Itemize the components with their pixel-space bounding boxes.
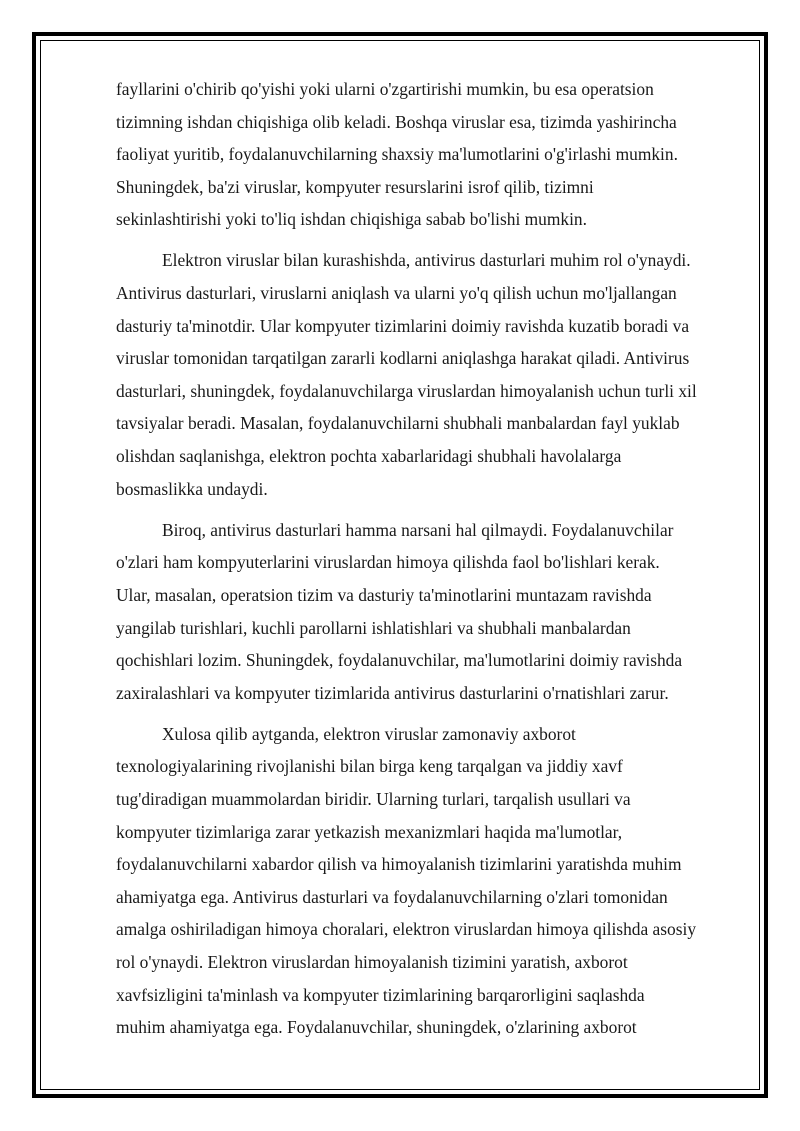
paragraph <box>116 244 746 505</box>
text-line: Ular, masalan, operatsion tizim va dasturiy ta'minotlarini muntazam ravishda <box>116 584 652 605</box>
text-line: rol o'ynaydi. Elektron viruslardan himoyalanish tizimini yaratish, axborot <box>116 951 628 972</box>
text-line: yangilab turishlari, kuchli parollarni ishlatishlari va shubhali manbalardan <box>116 617 631 638</box>
paragraph <box>116 718 746 1044</box>
text-line: sekinlashtirishi yoki to'liq ishdan chiqishiga sabab bo'lishi mumkin. <box>116 209 587 230</box>
text-line: muhim ahamiyatga ega. Foydalanuvchilar, shuningdek, o'zlarining axborot <box>116 1017 637 1038</box>
paragraph <box>116 514 746 710</box>
text-line: ahamiyatga ega. Antivirus dasturlari va foydalanuvchilarning o'zlari tomonidan <box>116 886 668 907</box>
text-line: tizimning ishdan chiqishiga olib keladi. Boshqa viruslar esa, tizimda yashirincha <box>116 111 677 132</box>
text-line: Antivirus dasturlari, viruslarni aniqlash va ularni yo'q qilish uchun mo'ljallangan <box>116 283 677 304</box>
text-line: o'zlari ham kompyuterlarini viruslardan himoya qilishda faol bo'lishlari kerak. <box>116 552 660 573</box>
text-line: bosmaslikka undaydi. <box>116 478 268 499</box>
text-line: dasturlari, shuningdek, foydalanuvchilarga viruslardan himoyalanish uchun turli xil <box>116 380 697 401</box>
text-line: faoliyat yuritib, foydalanuvchilarning shaxsiy ma'lumotlarini o'g'irlashi mumkin. <box>116 144 678 165</box>
text-line: tug'diradigan muammolardan biridir. Ularning turlari, tarqalish usullari va <box>116 788 631 809</box>
text-line: Xulosa qilib aytganda, elektron viruslar zamonaviy axborot <box>162 723 576 744</box>
text-line: Biroq, antivirus dasturlari hamma narsani hal qilmaydi. Foydalanuvchilar <box>162 519 674 540</box>
text-line: Elektron viruslar bilan kurashishda, antivirus dasturlari muhim rol o'ynaydi. <box>162 250 691 271</box>
text-line: texnologiyalarining rivojlanishi bilan birga keng tarqalgan va jiddiy xavf <box>116 756 623 777</box>
text-line: qochishlari lozim. Shuningdek, foydalanuvchilar, ma'lumotlarini doimiy ravishda <box>116 650 683 671</box>
text-line: amalga oshiriladigan himoya choralari, elektron viruslardan himoya qilishda asosiy <box>116 919 697 940</box>
document-body <box>116 73 746 1052</box>
text-line: kompyuter tizimlariga zarar yetkazish mexanizmlari haqida ma'lumotlar, <box>116 821 623 842</box>
text-line: dasturiy ta'minotdir. Ular kompyuter tizimlarini doimiy ravishda kuzatib boradi va <box>116 315 690 336</box>
text-line: viruslar tomonidan tarqatilgan zararli kodlarni aniqlashga harakat qiladi. Antivirus <box>116 348 690 369</box>
paragraph <box>116 73 746 236</box>
text-line: zaxiralashlari va kompyuter tizimlarida antivirus dasturlarini o'rnatishlari zarur. <box>116 682 669 703</box>
text-line: olishdan saqlanishga, elektron pochta xabarlaridagi shubhali havolalarga <box>116 446 622 467</box>
text-line: xavfsizligini ta'minlash va kompyuter tizimlarining barqarorligini saqlashda <box>116 984 645 1005</box>
text-line: foydalanuvchilarni xabardor qilish va himoyalanish tizimlarini yaratishda muhim <box>116 854 682 875</box>
text-line: tavsiyalar beradi. Masalan, foydalanuvchilarni shubhali manbalardan fayl yuklab <box>116 413 680 434</box>
text-line: fayllarini o'chirib qo'yishi yoki ularni o'zgartirishi mumkin, bu esa operatsion <box>116 79 654 99</box>
text-line: Shuningdek, ba'zi viruslar, kompyuter resurslarini isrof qilib, tizimni <box>116 176 594 197</box>
